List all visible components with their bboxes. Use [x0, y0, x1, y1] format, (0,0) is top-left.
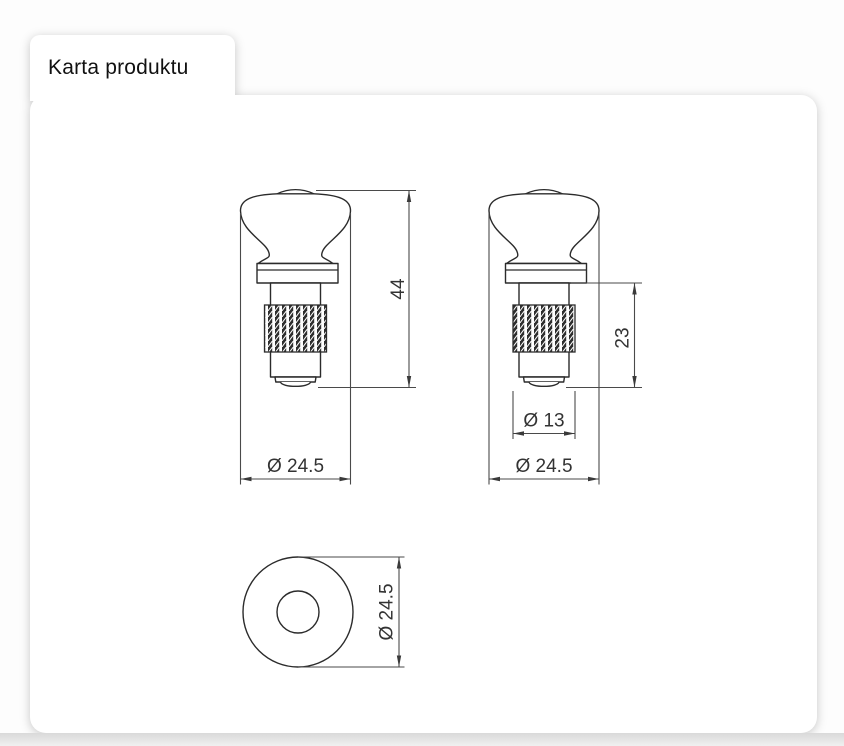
dimension-arrow: [588, 477, 599, 481]
dimension-arrow: [241, 477, 252, 481]
knob-head-outline: [489, 194, 599, 264]
dimension-label-shaft-length: 23: [612, 327, 634, 349]
bottom-view: [243, 557, 405, 667]
dimension-label-bottom-diameter: Ø 24.5: [376, 583, 398, 641]
dimension-shaft-length-23: [566, 283, 642, 388]
knob-collar: [506, 264, 587, 284]
dimension-label-side-diameter: Ø 24.5: [515, 456, 573, 477]
dimension-arrow: [632, 283, 636, 295]
dimension-arrow: [489, 477, 500, 481]
dimension-label-height: 44: [388, 278, 409, 300]
knob-tip-bowl: [529, 382, 559, 386]
knurl-texture: [513, 305, 575, 352]
bottom-divider: [0, 733, 844, 746]
dimension-arrow: [564, 431, 575, 435]
dimension-label-front-diameter: Ø 24.5: [266, 456, 325, 477]
dimension-arrow: [397, 557, 401, 569]
dimension-arrow: [407, 376, 411, 388]
technical-drawing: [30, 95, 817, 733]
knob-tip: [275, 377, 316, 382]
knob-tip-bowl: [281, 382, 311, 386]
product-card-tab: [30, 35, 235, 101]
knob-head-outline: [240, 194, 350, 264]
dimension-arrow: [407, 191, 411, 203]
knob-collar: [257, 264, 338, 284]
tab-title: Karta produktu: [48, 56, 189, 79]
dimension-arrow: [632, 376, 636, 388]
product-card-body: [30, 95, 817, 733]
dimension-shaft-diameter-13: [513, 391, 575, 439]
side-view: [489, 190, 642, 485]
dimension-arrow: [397, 656, 401, 668]
inner-circle: [277, 591, 319, 633]
knob-tip: [524, 377, 565, 382]
dimension-label-shaft-diameter: Ø 13: [523, 410, 565, 432]
dimension-arrow: [340, 477, 351, 481]
front-view: [240, 190, 416, 485]
dimension-arrow: [513, 431, 524, 435]
knurl-texture: [265, 305, 327, 352]
